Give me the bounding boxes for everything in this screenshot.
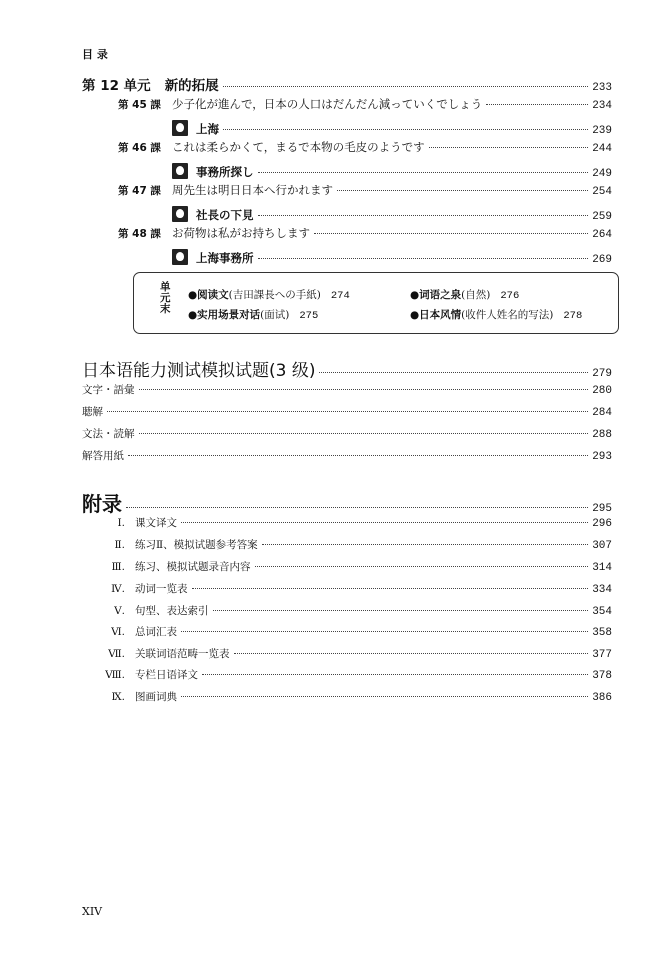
dot-leader: [223, 86, 589, 87]
item-title: 句型、表达索引: [135, 605, 209, 617]
toc-appendix-item[interactable]: [98, 537, 612, 552]
dot-leader: [429, 147, 589, 148]
dot-leader: [258, 258, 589, 259]
toc-exam-item[interactable]: [82, 448, 612, 463]
dot-leader: [107, 411, 588, 412]
toc-appendix-item[interactable]: [98, 646, 612, 661]
toc-dialogue-47[interactable]: [172, 203, 612, 223]
toc-lesson-46[interactable]: [118, 139, 612, 155]
page-number: 244: [592, 143, 612, 155]
item-head: ●词语之泉: [410, 289, 462, 301]
toc-appendix-item[interactable]: [98, 581, 612, 596]
page-number: 377: [592, 649, 612, 661]
dialogue-title: 事務所探し: [196, 165, 254, 179]
item-number: Ⅸ.: [111, 691, 125, 703]
page-number: 295: [592, 503, 612, 515]
item-title: 课文译文: [135, 517, 177, 529]
dot-leader: [181, 696, 588, 697]
toc-appendix[interactable]: [82, 488, 612, 517]
page-number: 275: [299, 310, 319, 322]
dot-leader: [314, 233, 588, 234]
toc-lesson-45[interactable]: [118, 96, 612, 112]
item-number: Ⅲ.: [111, 561, 125, 573]
item-head: ●实用场景对话: [188, 309, 261, 321]
toc-appendix-item[interactable]: [98, 515, 612, 530]
character-face-icon: [172, 249, 188, 265]
toc-unit-12[interactable]: [82, 74, 612, 94]
item-title: 关联词语范畴一览表: [135, 648, 230, 660]
item-number: Ⅶ.: [108, 648, 125, 660]
character-face-icon: [172, 163, 188, 179]
item-detail: (吉田課長への手紙): [228, 289, 321, 301]
lesson-title: 少子化が進んで，日本の人口はだんだん減っていくでしょう: [172, 97, 483, 111]
lesson-label: 第 47 課: [118, 185, 161, 197]
item-head: ●日本风情: [410, 309, 462, 321]
item-detail: (自然): [461, 289, 491, 301]
unit-title: 新的拓展: [164, 78, 219, 94]
page-number: 334: [592, 584, 612, 596]
item-title: 解答用紙: [82, 450, 124, 462]
dot-leader: [213, 610, 589, 611]
page-number: 254: [592, 186, 612, 198]
dot-leader: [128, 455, 588, 456]
item-title: 聴解: [82, 406, 103, 418]
lesson-label: 第 48 課: [118, 228, 161, 240]
dot-leader: [223, 129, 588, 130]
toc-appendix-item[interactable]: [98, 603, 612, 618]
page-number: 288: [592, 429, 612, 441]
page-number: 274: [330, 290, 350, 302]
page-number: 293: [592, 451, 612, 463]
dot-leader: [319, 372, 588, 373]
toc-appendix-item[interactable]: [98, 689, 612, 704]
item-number: Ⅴ.: [114, 605, 125, 617]
exam-title: 日本语能力测试模拟试题(3 级): [82, 361, 316, 381]
lesson-label: 第 45 課: [118, 99, 161, 111]
toc-dialogue-45[interactable]: [172, 117, 612, 137]
dot-leader: [258, 172, 589, 173]
dot-leader: [262, 544, 589, 545]
item-detail: (面试): [260, 309, 290, 321]
page-number: 358: [592, 627, 612, 639]
page-number: 276: [500, 290, 520, 302]
unit-end-box: [133, 272, 619, 334]
page-number: 234: [592, 100, 612, 112]
item-detail: (收件人姓名的写法): [461, 309, 554, 321]
dot-leader: [255, 566, 589, 567]
lesson-title: お荷物は私がお持ちします: [172, 226, 310, 240]
page-number: 264: [592, 229, 612, 241]
unit-end-item[interactable]: [410, 287, 519, 302]
page-number: 307: [592, 540, 612, 552]
toc-exam-item[interactable]: [82, 404, 612, 419]
page-number: 278: [563, 310, 583, 322]
toc-exam-item[interactable]: [82, 426, 612, 441]
toc-exam[interactable]: [82, 356, 612, 381]
character-face-icon: [172, 120, 188, 136]
dot-leader: [234, 653, 589, 654]
item-number: Ⅵ.: [111, 626, 125, 638]
lesson-label: 第 46 課: [118, 142, 161, 154]
dot-leader: [181, 631, 588, 632]
page-number: 249: [592, 168, 612, 180]
item-title: 文字・語彙: [82, 384, 135, 396]
item-title: 文法・読解: [82, 428, 135, 440]
item-number: Ⅱ.: [114, 539, 125, 551]
page-number: 279: [592, 368, 612, 380]
toc-appendix-item[interactable]: [98, 559, 612, 574]
toc-dialogue-46[interactable]: [172, 160, 612, 180]
character-face-icon: [172, 206, 188, 222]
page-number: 314: [592, 562, 612, 574]
toc-lesson-48[interactable]: [118, 225, 612, 241]
unit-end-item[interactable]: [188, 287, 350, 302]
dialogue-title: 社長の下見: [196, 208, 254, 222]
item-title: 专栏日语译文: [135, 669, 198, 681]
unit-end-label: 单元末: [160, 281, 171, 315]
item-head: ●阅读文: [188, 289, 229, 301]
toc-appendix-item[interactable]: [98, 624, 612, 639]
toc-appendix-item[interactable]: [98, 667, 612, 682]
toc-dialogue-48[interactable]: [172, 246, 612, 266]
page-number: 259: [592, 211, 612, 223]
toc-exam-item[interactable]: [82, 382, 612, 397]
page-number: 284: [592, 407, 612, 419]
page-number: 386: [592, 692, 612, 704]
dialogue-title: 上海: [196, 122, 219, 136]
page-number: 269: [592, 254, 612, 266]
unit-end-item[interactable]: [410, 307, 582, 322]
item-title: 动词一览表: [135, 583, 188, 595]
page-number: 280: [592, 385, 612, 397]
page-number: 354: [592, 606, 612, 618]
dot-leader: [486, 104, 588, 105]
dot-leader: [139, 389, 589, 390]
item-number: Ⅷ.: [105, 669, 125, 681]
page-heading: 目 录: [82, 48, 108, 61]
page-number: 233: [592, 82, 612, 94]
toc-lesson-47[interactable]: [118, 182, 612, 198]
dot-leader: [258, 215, 589, 216]
item-title: 练习Ⅱ、模拟试题参考答案: [135, 539, 258, 551]
dot-leader: [337, 190, 588, 191]
page-number: 239: [592, 125, 612, 137]
item-title: 练习、模拟试题录音内容: [135, 561, 251, 573]
dot-leader: [181, 522, 588, 523]
item-number: Ⅳ.: [111, 583, 125, 595]
dot-leader: [202, 674, 588, 675]
unit-label: 第 12 单元: [82, 78, 151, 94]
page-footer-number: XIV: [82, 905, 103, 918]
lesson-title: これは柔らかくて，まるで本物の毛皮のようです: [172, 140, 425, 154]
page-number: 378: [592, 670, 612, 682]
item-number: Ⅰ.: [117, 517, 125, 529]
unit-end-item[interactable]: [188, 307, 318, 322]
dialogue-title: 上海事務所: [196, 251, 254, 265]
appendix-title: 附录: [82, 492, 122, 516]
item-title: 图画词典: [135, 691, 177, 703]
lesson-title: 周先生は明日日本へ行かれます: [172, 183, 333, 197]
dot-leader: [126, 507, 588, 508]
dot-leader: [192, 588, 589, 589]
item-title: 总词汇表: [135, 626, 177, 638]
page-number: 296: [592, 518, 612, 530]
dot-leader: [139, 433, 589, 434]
